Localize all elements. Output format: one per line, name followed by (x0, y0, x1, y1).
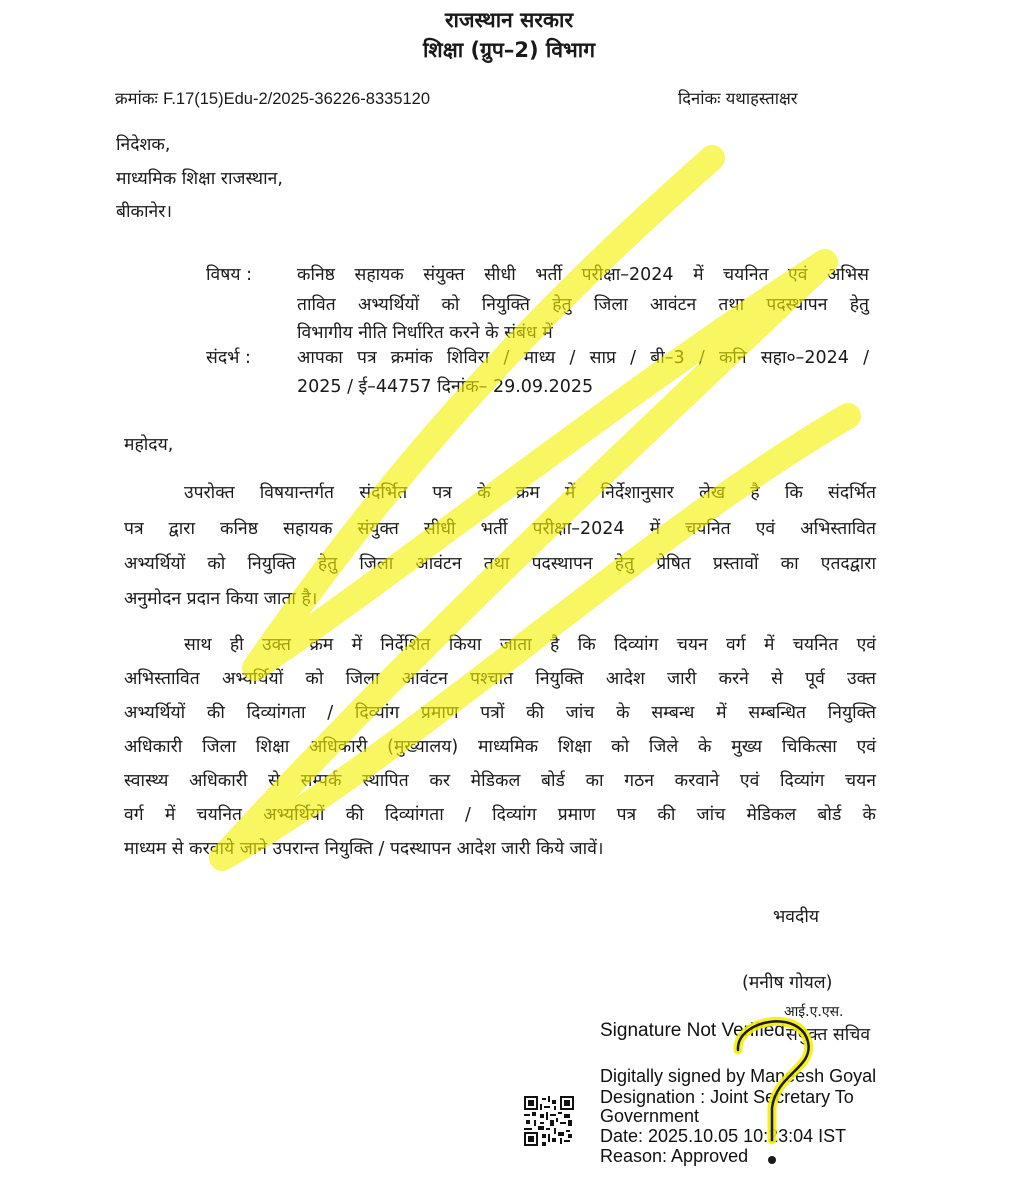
reference-number (115, 86, 430, 109)
closing-regards: भवदीय (773, 907, 820, 927)
signer-designation-line-1: Designation : Joint Secretary To (600, 1087, 854, 1107)
reference-date-value: यथाहस्ताक्षर (725, 89, 798, 108)
reference-letter-line-1: आपका पत्र क्रमांक शिविरा / माध्य / साप्र / बी–3 / कनि सहा०–2024 / (297, 348, 869, 368)
paragraph-1-line-1: उपरोक्त विषयान्तर्गत संदर्भित पत्र के क्रम में निर्देशानुसार लेख है कि संदर्भित (184, 483, 876, 503)
reference-letter-label: संदर्भ : (206, 348, 251, 368)
paragraph-1-line-2: पत्र द्वारा कनिष्ठ सहायक संयुक्त सीधी भर्ती परीक्षा–2024 में चयनित एवं अभिस्तावित (124, 519, 876, 539)
signatory-service: आई.ए.एस. (784, 1004, 844, 1020)
paragraph-2-line-6: वर्ग में चयनित अभ्यर्थियों की दिव्यांगता / दिव्यांग प्रमाण पत्र की जांच मेडिकल बोर्ड के (124, 805, 876, 825)
subject-line-3: विभागीय नीति निर्धारित करने के संबंध में (297, 323, 553, 343)
signer-designation-line-2: Government (600, 1106, 700, 1126)
subject-line-2: तावित अभ्यर्थियों को नियुक्ति हेतु जिला आवंटन तथा पदस्थापन हेतु (297, 295, 869, 315)
paragraph-2-line-1: साथ ही उक्त क्रम में निर्देशित किया जाता है कि दिव्यांग चयन वर्ग में चयनित एवं (184, 635, 876, 655)
government-title: राजस्थान सरकार (444, 8, 574, 32)
addressee-line-3: बीकानेर। (116, 202, 172, 222)
signature-reason: Reason: Approved (600, 1146, 749, 1166)
paragraph-1-line-4: अनुमोदन प्रदान किया जाता है। (124, 589, 318, 609)
subject-label: विषय : (206, 265, 252, 285)
paragraph-2-line-4: अधिकारी जिला शिक्षा अधिकारी (मुख्यालय) माध्यमिक शिक्षा को जिले के मुख्य चिकित्सा एवं (124, 737, 876, 757)
signatory-designation: संयुक्त सचिव (786, 1025, 871, 1045)
subject-line-1: कनिष्ठ सहायक संयुक्त सीधी भर्ती परीक्षा–2024 में चयनित एवं अभिस (297, 265, 869, 285)
addressee-line-2: माध्यमिक शिक्षा राजस्थान, (116, 169, 283, 189)
reference-number-label: क्रमांकः (115, 89, 158, 108)
department-title: शिक्षा (ग्रुप–2) विभाग (422, 38, 596, 62)
paragraph-2-line-3: अभ्यर्थियों की दिव्यांगता / दिव्यांग प्रमाण पत्रों की जांच के सम्बन्ध में सम्बन्धित नियुक्ति (124, 703, 876, 723)
reference-number-value: F.17(15)Edu-2/2025-36226-8335120 (163, 90, 431, 108)
signed-by: Digitally signed by Maneesh Goyal (600, 1066, 877, 1086)
paragraph-2-line-2: अभिस्तावित अभ्यर्थियों को जिला आवंटन पश्चात नियुक्ति आदेश जारी करने से पूर्व उक्त (124, 669, 876, 689)
reference-letter-line-2: 2025 / ई–44757 दिनांक– 29.09.2025 (297, 377, 594, 397)
signature-status: Signature Not Verified (600, 1020, 785, 1041)
reference-date (678, 86, 798, 109)
qr-code-icon (524, 1096, 574, 1146)
signatory-name: (मनीष गोयल) (742, 973, 833, 993)
reference-date-label: दिनांकः (678, 89, 721, 108)
signature-date: Date: 2025.10.05 10:23:04 IST (600, 1126, 847, 1146)
addressee-line-1: निदेशक, (116, 135, 171, 155)
paragraph-2-line-7: माध्यम से करवाये जाने उपरान्त नियुक्ति / पदस्थापन आदेश जारी किये जावें। (124, 839, 604, 859)
paragraph-2-line-5: स्वास्थ्य अधिकारी से सम्पर्क स्थापित कर मेडिकल बोर्ड का गठन करवाने एवं दिव्यांग चयन (124, 771, 876, 791)
paragraph-1-line-3: अभ्यर्थियों को नियुक्ति हेतु जिला आवंटन तथा पदस्थापन हेतु प्रेषित प्रस्तावों का एतदद्वारा (124, 554, 876, 574)
salutation: महोदय, (124, 435, 174, 455)
